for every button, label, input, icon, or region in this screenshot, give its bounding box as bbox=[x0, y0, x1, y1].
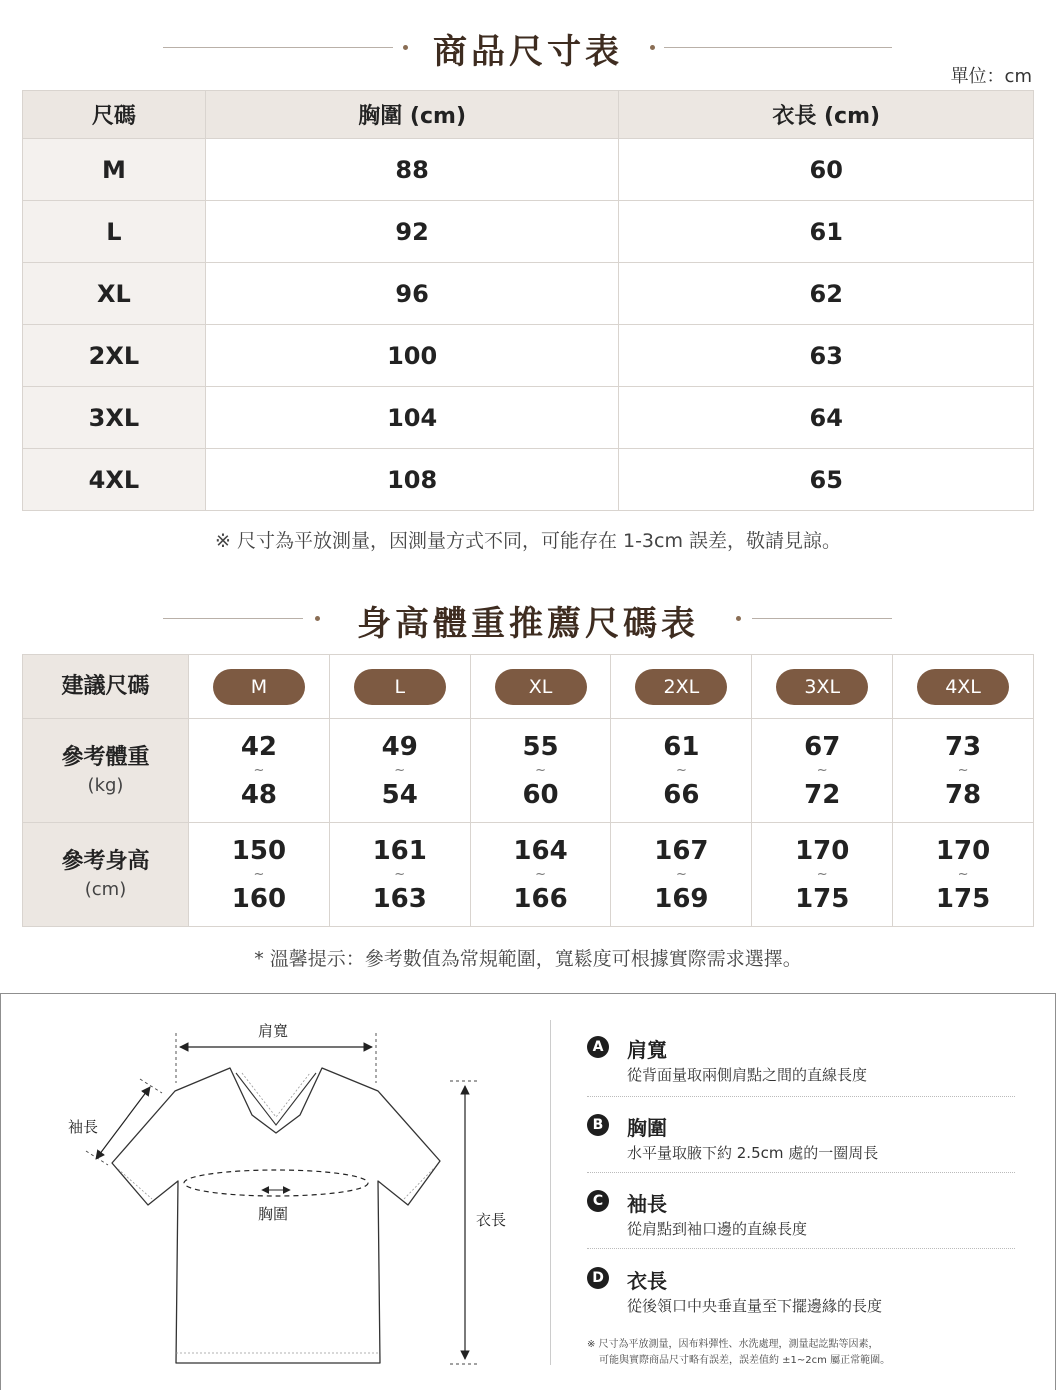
size-pill: L bbox=[354, 669, 446, 705]
height-cell bbox=[752, 823, 893, 927]
height-cell bbox=[470, 823, 611, 927]
height-min: 167 bbox=[654, 835, 709, 866]
guide-item-desc: 水平量取腋下約 2.5cm 處的一圈周長 bbox=[627, 1144, 879, 1162]
weight-max: 66 bbox=[663, 779, 700, 810]
range-tilde: ~ bbox=[957, 762, 969, 778]
height-row-label bbox=[23, 823, 189, 927]
chest-cell: 88 bbox=[205, 139, 619, 201]
header-size: 尺碼 bbox=[23, 91, 206, 139]
length-label: 衣長 bbox=[476, 1211, 507, 1229]
height-label: 參考身高 bbox=[61, 848, 150, 874]
guide-separator bbox=[587, 1248, 1015, 1249]
height-min: 164 bbox=[513, 835, 568, 866]
header-length: 衣長 (cm) bbox=[619, 91, 1034, 139]
size-table-header-row bbox=[23, 91, 1034, 139]
range-tilde: ~ bbox=[253, 866, 265, 882]
size-cell: 4XL bbox=[23, 449, 206, 511]
size-pill-cell bbox=[893, 655, 1034, 719]
range-tilde: ~ bbox=[394, 866, 406, 882]
height-min: 161 bbox=[372, 835, 427, 866]
guide-item-desc: 從肩點到袖口邊的直線長度 bbox=[627, 1220, 808, 1238]
size-pill: 3XL bbox=[776, 669, 868, 705]
height-max: 163 bbox=[372, 883, 427, 914]
height-max: 175 bbox=[795, 883, 850, 914]
chest-cell: 100 bbox=[205, 325, 619, 387]
weight-cell bbox=[611, 719, 752, 823]
guide-item-desc: 從後領口中央垂直量至下擺邊緣的長度 bbox=[627, 1297, 883, 1315]
range-tilde: ~ bbox=[535, 762, 547, 778]
recommend-weight-row bbox=[23, 719, 1034, 823]
guide-separator bbox=[587, 1172, 1015, 1173]
tshirt-diagram bbox=[0, 993, 550, 1390]
weight-cell bbox=[329, 719, 470, 823]
chest-cell: 96 bbox=[205, 263, 619, 325]
guide-item-title: 胸圍 bbox=[627, 1116, 667, 1140]
weight-cell bbox=[752, 719, 893, 823]
recommend-chart-title: 身高體重推薦尺碼表 bbox=[357, 604, 699, 644]
title-dot-right bbox=[736, 616, 741, 621]
weight-max: 72 bbox=[804, 779, 841, 810]
length-cell: 64 bbox=[619, 387, 1034, 449]
range-tilde: ~ bbox=[957, 866, 969, 882]
height-unit: (cm) bbox=[84, 879, 127, 901]
chest-label: 胸圍 bbox=[258, 1205, 289, 1223]
guide-item-desc: 從背面量取兩側肩點之間的直線長度 bbox=[627, 1066, 868, 1084]
recommend-size-row bbox=[23, 655, 1034, 719]
size-pill-cell bbox=[752, 655, 893, 719]
weight-min: 49 bbox=[381, 731, 418, 762]
badge-c: C bbox=[587, 1190, 609, 1212]
range-tilde: ~ bbox=[535, 866, 547, 882]
title-dot-right bbox=[650, 45, 655, 50]
height-max: 166 bbox=[513, 883, 568, 914]
weight-min: 42 bbox=[240, 731, 277, 762]
badge-d: D bbox=[587, 1267, 609, 1289]
range-tilde: ~ bbox=[816, 762, 828, 778]
weight-max: 60 bbox=[522, 779, 559, 810]
size-pill: M bbox=[213, 669, 305, 705]
badge-b: B bbox=[587, 1114, 609, 1136]
guide-separator bbox=[587, 1096, 1015, 1097]
height-cell bbox=[189, 823, 330, 927]
range-tilde: ~ bbox=[816, 866, 828, 882]
weight-min: 73 bbox=[944, 731, 982, 762]
height-min: 170 bbox=[795, 835, 850, 866]
unit-label: 單位：cm bbox=[950, 66, 1032, 87]
header-chest: 胸圍 (cm) bbox=[205, 91, 619, 139]
length-cell: 60 bbox=[619, 139, 1034, 201]
weight-cell bbox=[893, 719, 1034, 823]
length-cell: 63 bbox=[619, 325, 1034, 387]
sleeve-label: 袖長 bbox=[68, 1118, 99, 1136]
weight-label: 參考體重 bbox=[61, 744, 150, 770]
table-row bbox=[23, 325, 1034, 387]
table-row bbox=[23, 139, 1034, 201]
chest-cell: 104 bbox=[205, 387, 619, 449]
weight-max: 78 bbox=[944, 779, 982, 810]
table-row bbox=[23, 449, 1034, 511]
length-cell: 65 bbox=[619, 449, 1034, 511]
weight-min: 55 bbox=[522, 731, 559, 762]
title-rule-right bbox=[752, 618, 892, 619]
table-row bbox=[23, 201, 1034, 263]
range-tilde: ~ bbox=[253, 762, 265, 778]
recommend-table bbox=[22, 654, 1034, 927]
size-chart-title-bar bbox=[0, 20, 1056, 70]
length-cell: 62 bbox=[619, 263, 1034, 325]
size-chart-title: 商品尺寸表 bbox=[433, 32, 623, 72]
panel-divider bbox=[550, 1020, 551, 1365]
size-pill-cell bbox=[470, 655, 611, 719]
table-row bbox=[23, 387, 1034, 449]
weight-cell bbox=[189, 719, 330, 823]
weight-max: 48 bbox=[240, 779, 277, 810]
size-table bbox=[22, 90, 1034, 511]
size-cell: L bbox=[23, 201, 206, 263]
size-pill-cell bbox=[611, 655, 752, 719]
size-cell: XL bbox=[23, 263, 206, 325]
chest-cell: 108 bbox=[205, 449, 619, 511]
height-min: 170 bbox=[935, 835, 991, 866]
size-pill: XL bbox=[495, 669, 587, 705]
size-cell: M bbox=[23, 139, 206, 201]
weight-unit: (kg) bbox=[87, 775, 124, 797]
weight-row-label bbox=[23, 719, 189, 823]
height-max: 175 bbox=[935, 883, 991, 914]
range-tilde: ~ bbox=[394, 762, 406, 778]
chest-cell: 92 bbox=[205, 201, 619, 263]
size-pill-cell bbox=[329, 655, 470, 719]
recommend-chart-note: * 溫馨提示：參考數值為常規範圍，寬鬆度可根據實際需求選擇。 bbox=[254, 948, 802, 970]
size-cell: 3XL bbox=[23, 387, 206, 449]
weight-min: 67 bbox=[804, 731, 841, 762]
badge-a: A bbox=[587, 1036, 609, 1058]
length-cell: 61 bbox=[619, 201, 1034, 263]
height-cell bbox=[329, 823, 470, 927]
size-cell: 2XL bbox=[23, 325, 206, 387]
fine-print-line: 可能與實際商品尺寸略有誤差，誤差值約 ±1~2cm 屬正常範圍。 bbox=[599, 1355, 891, 1366]
weight-cell bbox=[470, 719, 611, 823]
height-max: 169 bbox=[654, 883, 709, 914]
height-max: 160 bbox=[231, 883, 287, 914]
guide-item-title: 袖長 bbox=[627, 1192, 667, 1216]
size-pill-cell bbox=[189, 655, 330, 719]
range-tilde: ~ bbox=[675, 762, 687, 778]
height-cell bbox=[611, 823, 752, 927]
shoulder-label: 肩寬 bbox=[258, 1022, 289, 1040]
size-pill: 2XL bbox=[635, 669, 727, 705]
guide-item-title: 衣長 bbox=[627, 1269, 667, 1293]
recommend-chart-title-bar bbox=[0, 594, 1056, 644]
guide-item-title: 肩寬 bbox=[627, 1038, 667, 1062]
size-row-label: 建議尺碼 bbox=[23, 655, 189, 719]
height-min: 150 bbox=[231, 835, 287, 866]
title-rule-right bbox=[664, 47, 892, 48]
size-pill: 4XL bbox=[917, 669, 1009, 705]
recommend-height-row bbox=[23, 823, 1034, 927]
weight-min: 61 bbox=[663, 731, 700, 762]
height-cell bbox=[893, 823, 1034, 927]
weight-max: 54 bbox=[381, 779, 418, 810]
table-row bbox=[23, 263, 1034, 325]
size-chart-note: ※ 尺寸為平放測量，因測量方式不同，可能存在 1-3cm 誤差，敬請見諒。 bbox=[214, 530, 842, 552]
range-tilde: ~ bbox=[675, 866, 687, 882]
guide-fine-print bbox=[587, 1337, 1027, 1369]
fine-print-line: ※ 尺寸為平放測量，因布料彈性、水洗處理，測量起訖點等因素， bbox=[587, 1339, 879, 1350]
